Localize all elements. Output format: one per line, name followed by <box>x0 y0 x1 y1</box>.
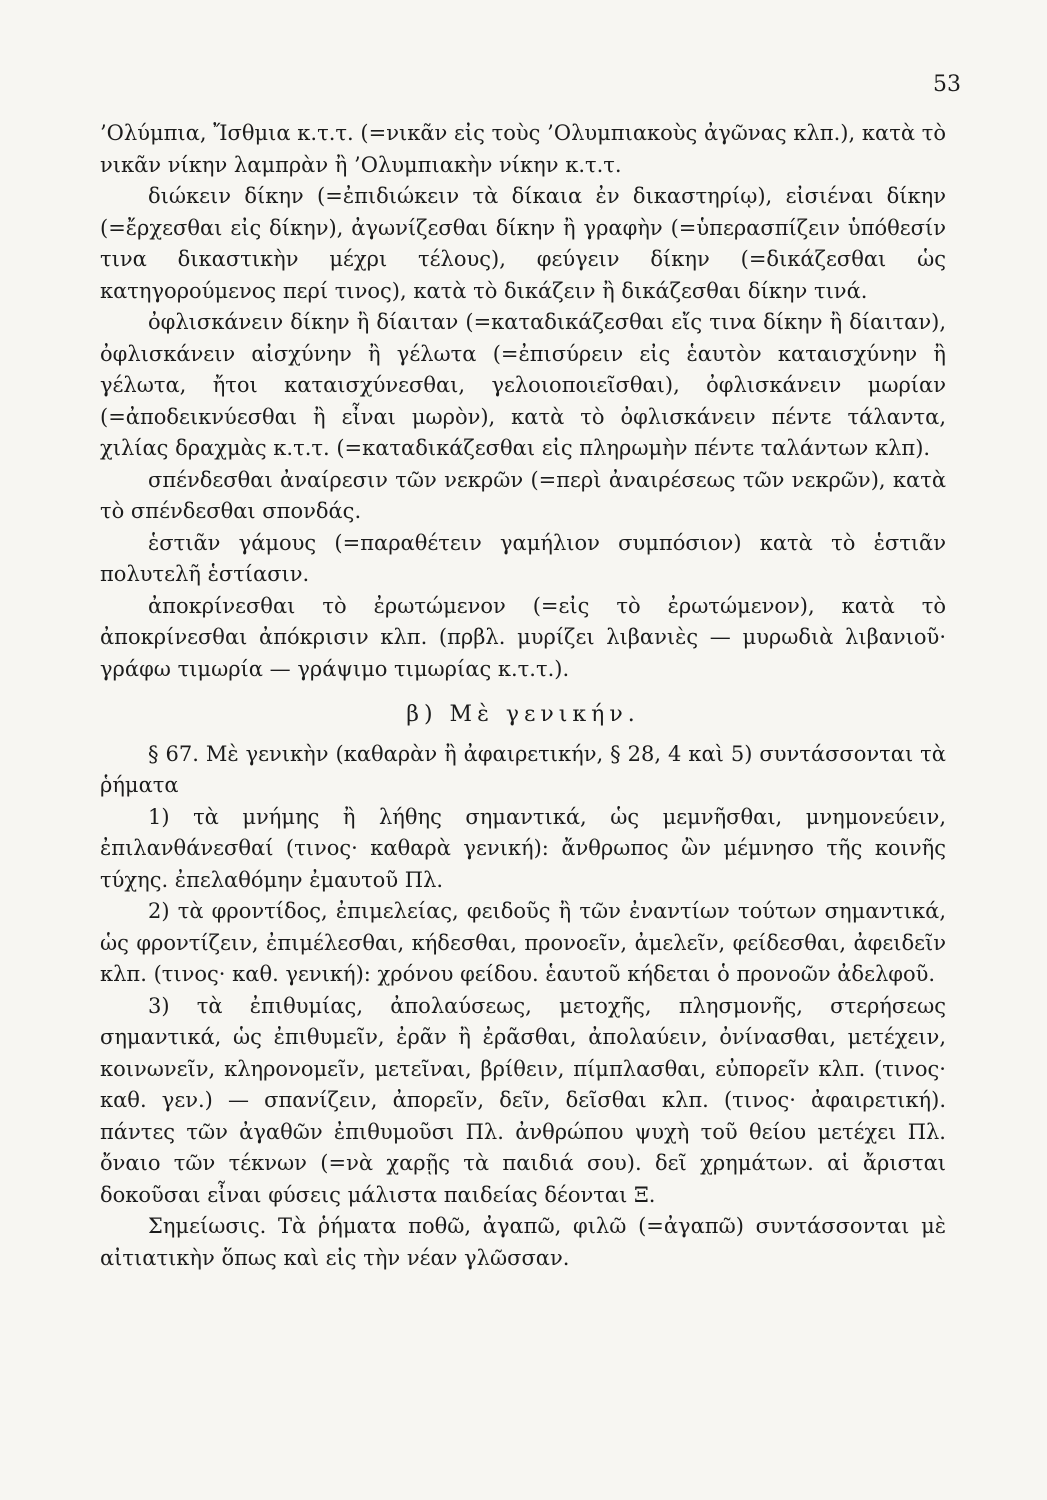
paragraph: ’Ολύμπια, Ἴσθμια κ.τ.τ. (=νικᾶν εἰς τοὺς ’Ολυμπιακοὺς ἀγῶνας κλπ.), κατὰ τὸ νικᾶν νίκην λαμπρὰν ἢ ’Ολυμπιακὴν νίκην κ.τ.τ. <box>100 121 946 177</box>
paragraph: σπένδεσθαι ἀναίρεσιν τῶν νεκρῶν (=περὶ ἀναιρέσεως τῶν νεκρῶν), κατὰ τὸ σπένδεσθαι σπονδάς. <box>100 467 946 523</box>
paragraph: ἀποκρίνεσθαι τὸ ἐρωτώμενον (=εἰς τὸ ἐρωτώμενον), κατὰ τὸ ἀποκρίνεσθαι ἀπόκρισιν κλπ. (πρβλ. μυρίζει λιβανιὲς — μυρωδιὰ λιβανιοῦ· γράφω τιμωρία — γράψιμο τιμωρίας κ.τ.τ.). <box>100 593 946 681</box>
page-number: 53 <box>933 72 961 97</box>
section-heading: β) Μὲ γενικήν. <box>406 702 640 727</box>
paragraph: ὀφλισκάνειν δίκην ἢ δίαιταν (=καταδικάζεσθαι εἴς τινα δίκην ἢ δίαιταν), ὀφλισκάνειν αἰσχύνην ἢ γέλωτα (=ἐπισύρειν εἰς ἑαυτὸν καταισχύνην ἢ γέλωτα, ἤτοι καταισχύνεσθαι, γελοιοποιεῖσθαι), ὀφλισκάνειν μωρίαν (=ἀποδεικνύεσθαι ἢ εἶναι μωρὸν), κατὰ τὸ ὀφλισκάνειν πέντε τάλαντα, χιλίας δραχμὰς κ.τ.τ. (=καταδικάζεσθαι εἰς πληρωμὴν πέντε ταλάντων κλπ). <box>100 310 946 460</box>
note-paragraph: Σημείωσις. Τὰ ῥήματα ποθῶ, ἀγαπῶ, φιλῶ (=ἀγαπῶ) συντάσσονται μὲ αἰτιατικὴν ὅπως καὶ εἰς τὴν νέαν γλῶσσαν. <box>100 1214 946 1270</box>
paragraph: 3) τὰ ἐπιθυμίας, ἀπολαύσεως, μετοχῆς, πλησμονῆς, στερήσεως σημαντικά, ὡς ἐπιθυμεῖν, ἐρᾶν ἢ ἐρᾶσθαι, ἀπολαύειν, ὀνίνασθαι, μετέχειν, κοινωνεῖν, κληρονομεῖν, μετεῖναι, βρίθειν, πίμπλασθαι, εὐπορεῖν κλπ. (τινος· καθ. γεν.) — σπανίζειν, ἀπορεῖν, δεῖν, δεῖσθαι κλπ. (τινος· ἀφαιρετική). πάντες τῶν ἀγαθῶν ἐπιθυμοῦσι Πλ. ἀνθρώπου ψυχὴ τοῦ θείου μετέχει Πλ. ὄναιο τῶν τέκνων (=νὰ χαρῇς τὰ παιδιά σου). δεῖ χρημάτων. αἱ ἄρισται δοκοῦσαι εἶναι φύσεις μάλιστα παιδείας δέονται Ξ. <box>100 993 946 1207</box>
text-body <box>100 118 946 1274</box>
paragraph: 1) τὰ μνήμης ἢ λήθης σημαντικά, ὡς μεμνῆσθαι, μνημονεύειν, ἐπιλανθάνεσθαί (τινος· καθαρὰ γενική): ἄνθρωπος ὢν μέμνησο τῆς κοινῆς τύχης. ἐπελαθόμην ἐμαυτοῦ Πλ. <box>100 804 946 892</box>
paragraph: ἑστιᾶν γάμους (=παραθέτειν γαμήλιον συμπόσιον) κατὰ τὸ ἑστιᾶν πολυτελῆ ἑστίασιν. <box>100 530 946 586</box>
paragraph: 2) τὰ φροντίδος, ἐπιμελείας, φειδοῦς ἢ τῶν ἐναντίων τούτων σημαντικά, ὡς φροντίζειν, ἐπιμέλεσθαι, κήδεσθαι, προνοεῖν, ἀμελεῖν, φείδεσθαι, ἀφειδεῖν κλπ. (τινος· καθ. γενική): χρόνου φείδου. ἑαυτοῦ κήδεται ὁ προνοῶν ἀδελφοῦ. <box>100 899 946 986</box>
paragraph: διώκειν δίκην (=ἐπιδιώκειν τὰ δίκαια ἐν δικαστηρίῳ), εἰσιέναι δίκην (=ἔρχεσθαι εἰς δίκην), ἀγωνίζεσθαι δίκην ἢ γραφὴν (=ὑπερασπίζειν ὑπόθεσίν τινα δικαστικὴν μέχρι τέλους), φεύγειν δίκην (=δικάζεσθαι ὡς κατηγορούμενος περί τινος), κατὰ τὸ δικάζειν ἢ δικάζεσθαι δίκην τινά. <box>100 184 946 303</box>
section-paragraph: § 67. Μὲ γενικὴν (καθαρὰν ἢ ἀφαιρετικήν, § 28, 4 καὶ 5) συντάσσονται τὰ ῥήματα <box>100 741 946 797</box>
